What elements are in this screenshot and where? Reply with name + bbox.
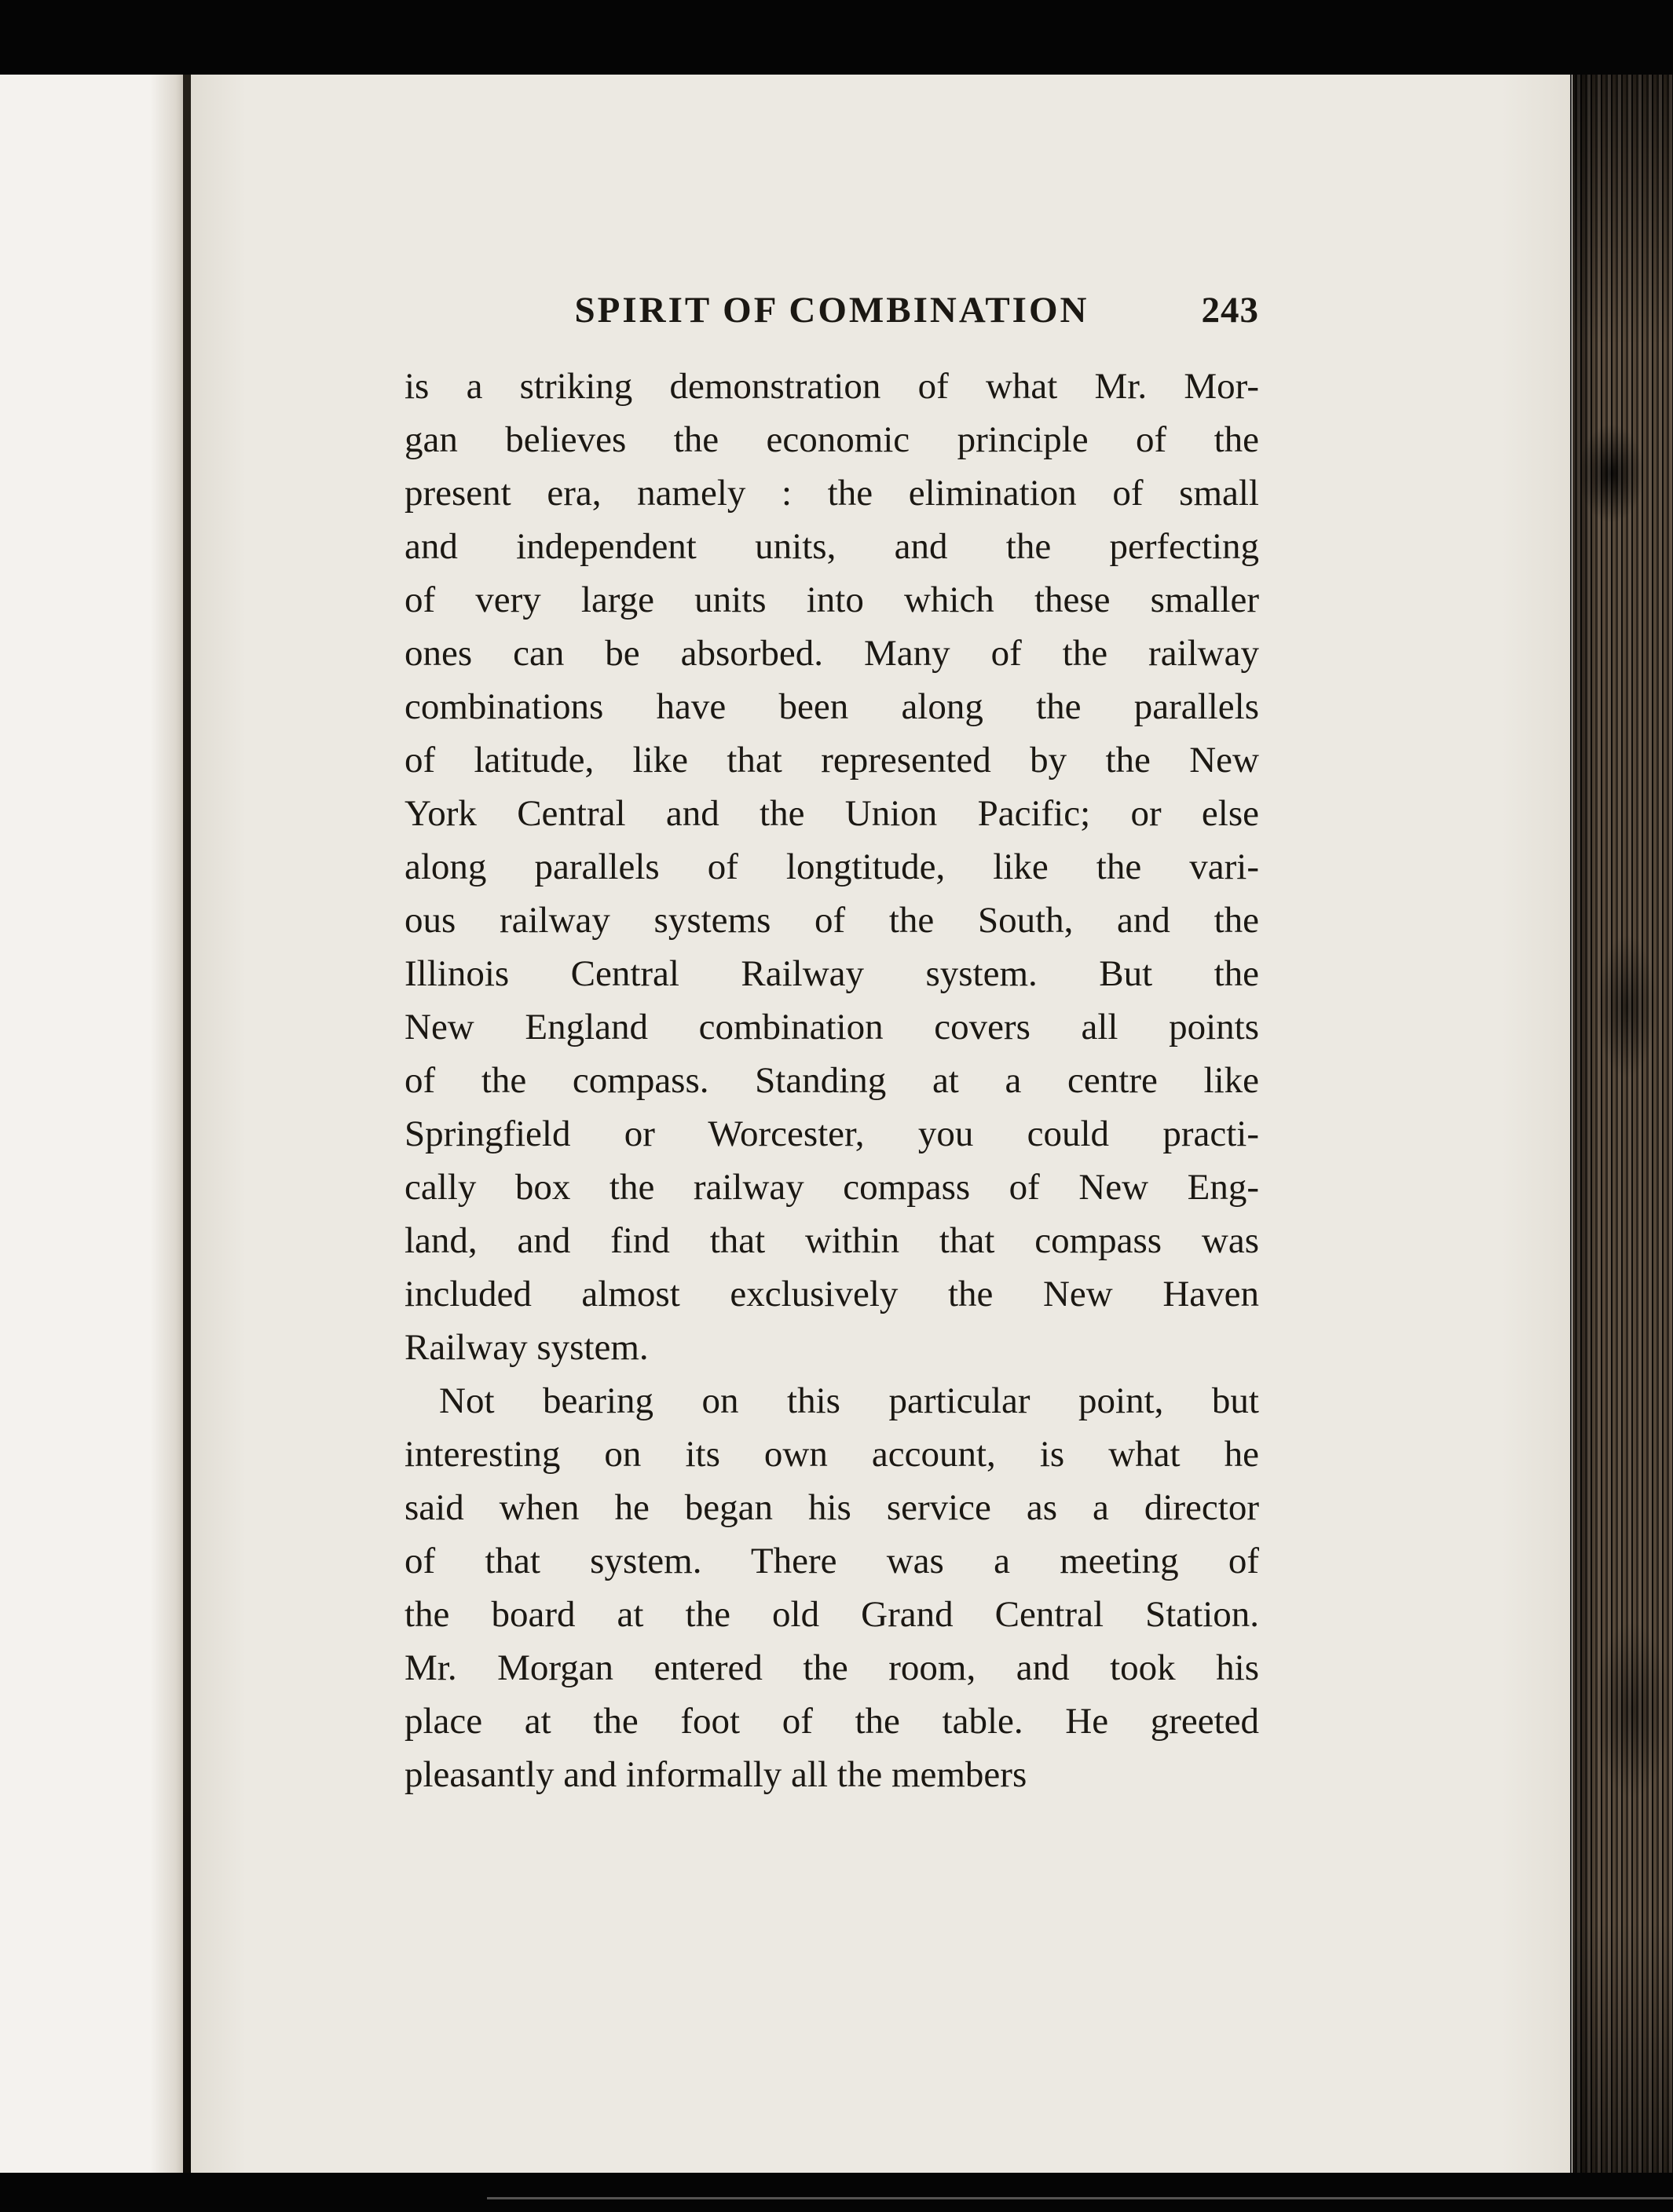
text-line: combinations have been along the parallels bbox=[405, 686, 1259, 727]
scan-top-border bbox=[0, 0, 1673, 75]
text-line: interesting on its own account, is what he bbox=[405, 1434, 1259, 1475]
book-gutter-shadow bbox=[183, 75, 191, 2173]
text-line: pleasantly and informally all the members bbox=[405, 1754, 1027, 1795]
text-line: New England combination covers all points bbox=[405, 1007, 1259, 1048]
text-line: Railway system. bbox=[405, 1327, 649, 1368]
text-line: present era, namely : the elimination of small bbox=[405, 473, 1259, 514]
text-line: land, and find that within that compass was bbox=[405, 1220, 1259, 1261]
text-line: of latitude, like that represented by the New bbox=[405, 740, 1259, 781]
text-line: and independent units, and the perfecting bbox=[405, 526, 1259, 567]
page-number: 243 bbox=[1201, 290, 1259, 331]
text-line: gan believes the economic principle of the bbox=[405, 419, 1259, 460]
text-line: said when he began his service as a director bbox=[405, 1487, 1259, 1528]
book-fore-edge bbox=[1570, 47, 1673, 2179]
text-line: ones can be absorbed. Many of the railway bbox=[405, 633, 1259, 674]
facing-page-edge bbox=[0, 75, 183, 2173]
text-line: ous railway systems of the South, and the bbox=[405, 900, 1259, 941]
text-line: is a striking demonstration of what Mr. Mor- bbox=[405, 366, 1259, 407]
scan-bottom-border bbox=[0, 2173, 1673, 2212]
text-line: along parallels of longtitude, like the vari- bbox=[405, 846, 1259, 887]
text-line: Not bearing on this particular point, but bbox=[439, 1380, 1259, 1421]
paragraph bbox=[405, 1374, 1259, 1801]
page-header bbox=[405, 289, 1259, 336]
text-line: included almost exclusively the New Haven bbox=[405, 1274, 1259, 1314]
running-title: SPIRIT OF COMBINATION bbox=[574, 290, 1089, 331]
text-line: Mr. Morgan entered the room, and took his bbox=[405, 1647, 1259, 1688]
text-line: of very large units into which these smaller bbox=[405, 580, 1259, 620]
scan-bottom-edge-line bbox=[487, 2197, 1673, 2199]
paragraph bbox=[405, 360, 1259, 1374]
text-line: Springfield or Worcester, you could practi- bbox=[405, 1113, 1259, 1154]
page-body bbox=[405, 360, 1259, 1801]
text-line: cally box the railway compass of New Eng- bbox=[405, 1167, 1259, 1208]
text-line: of the compass. Standing at a centre like bbox=[405, 1060, 1259, 1101]
text-line: of that system. There was a meeting of bbox=[405, 1541, 1259, 1581]
text-line: place at the foot of the table. He greeted bbox=[405, 1701, 1259, 1742]
text-line: Illinois Central Railway system. But the bbox=[405, 953, 1259, 994]
text-line: York Central and the Union Pacific; or else bbox=[405, 793, 1259, 834]
text-line: the board at the old Grand Central Station. bbox=[405, 1594, 1259, 1635]
book-page bbox=[191, 75, 1570, 2173]
